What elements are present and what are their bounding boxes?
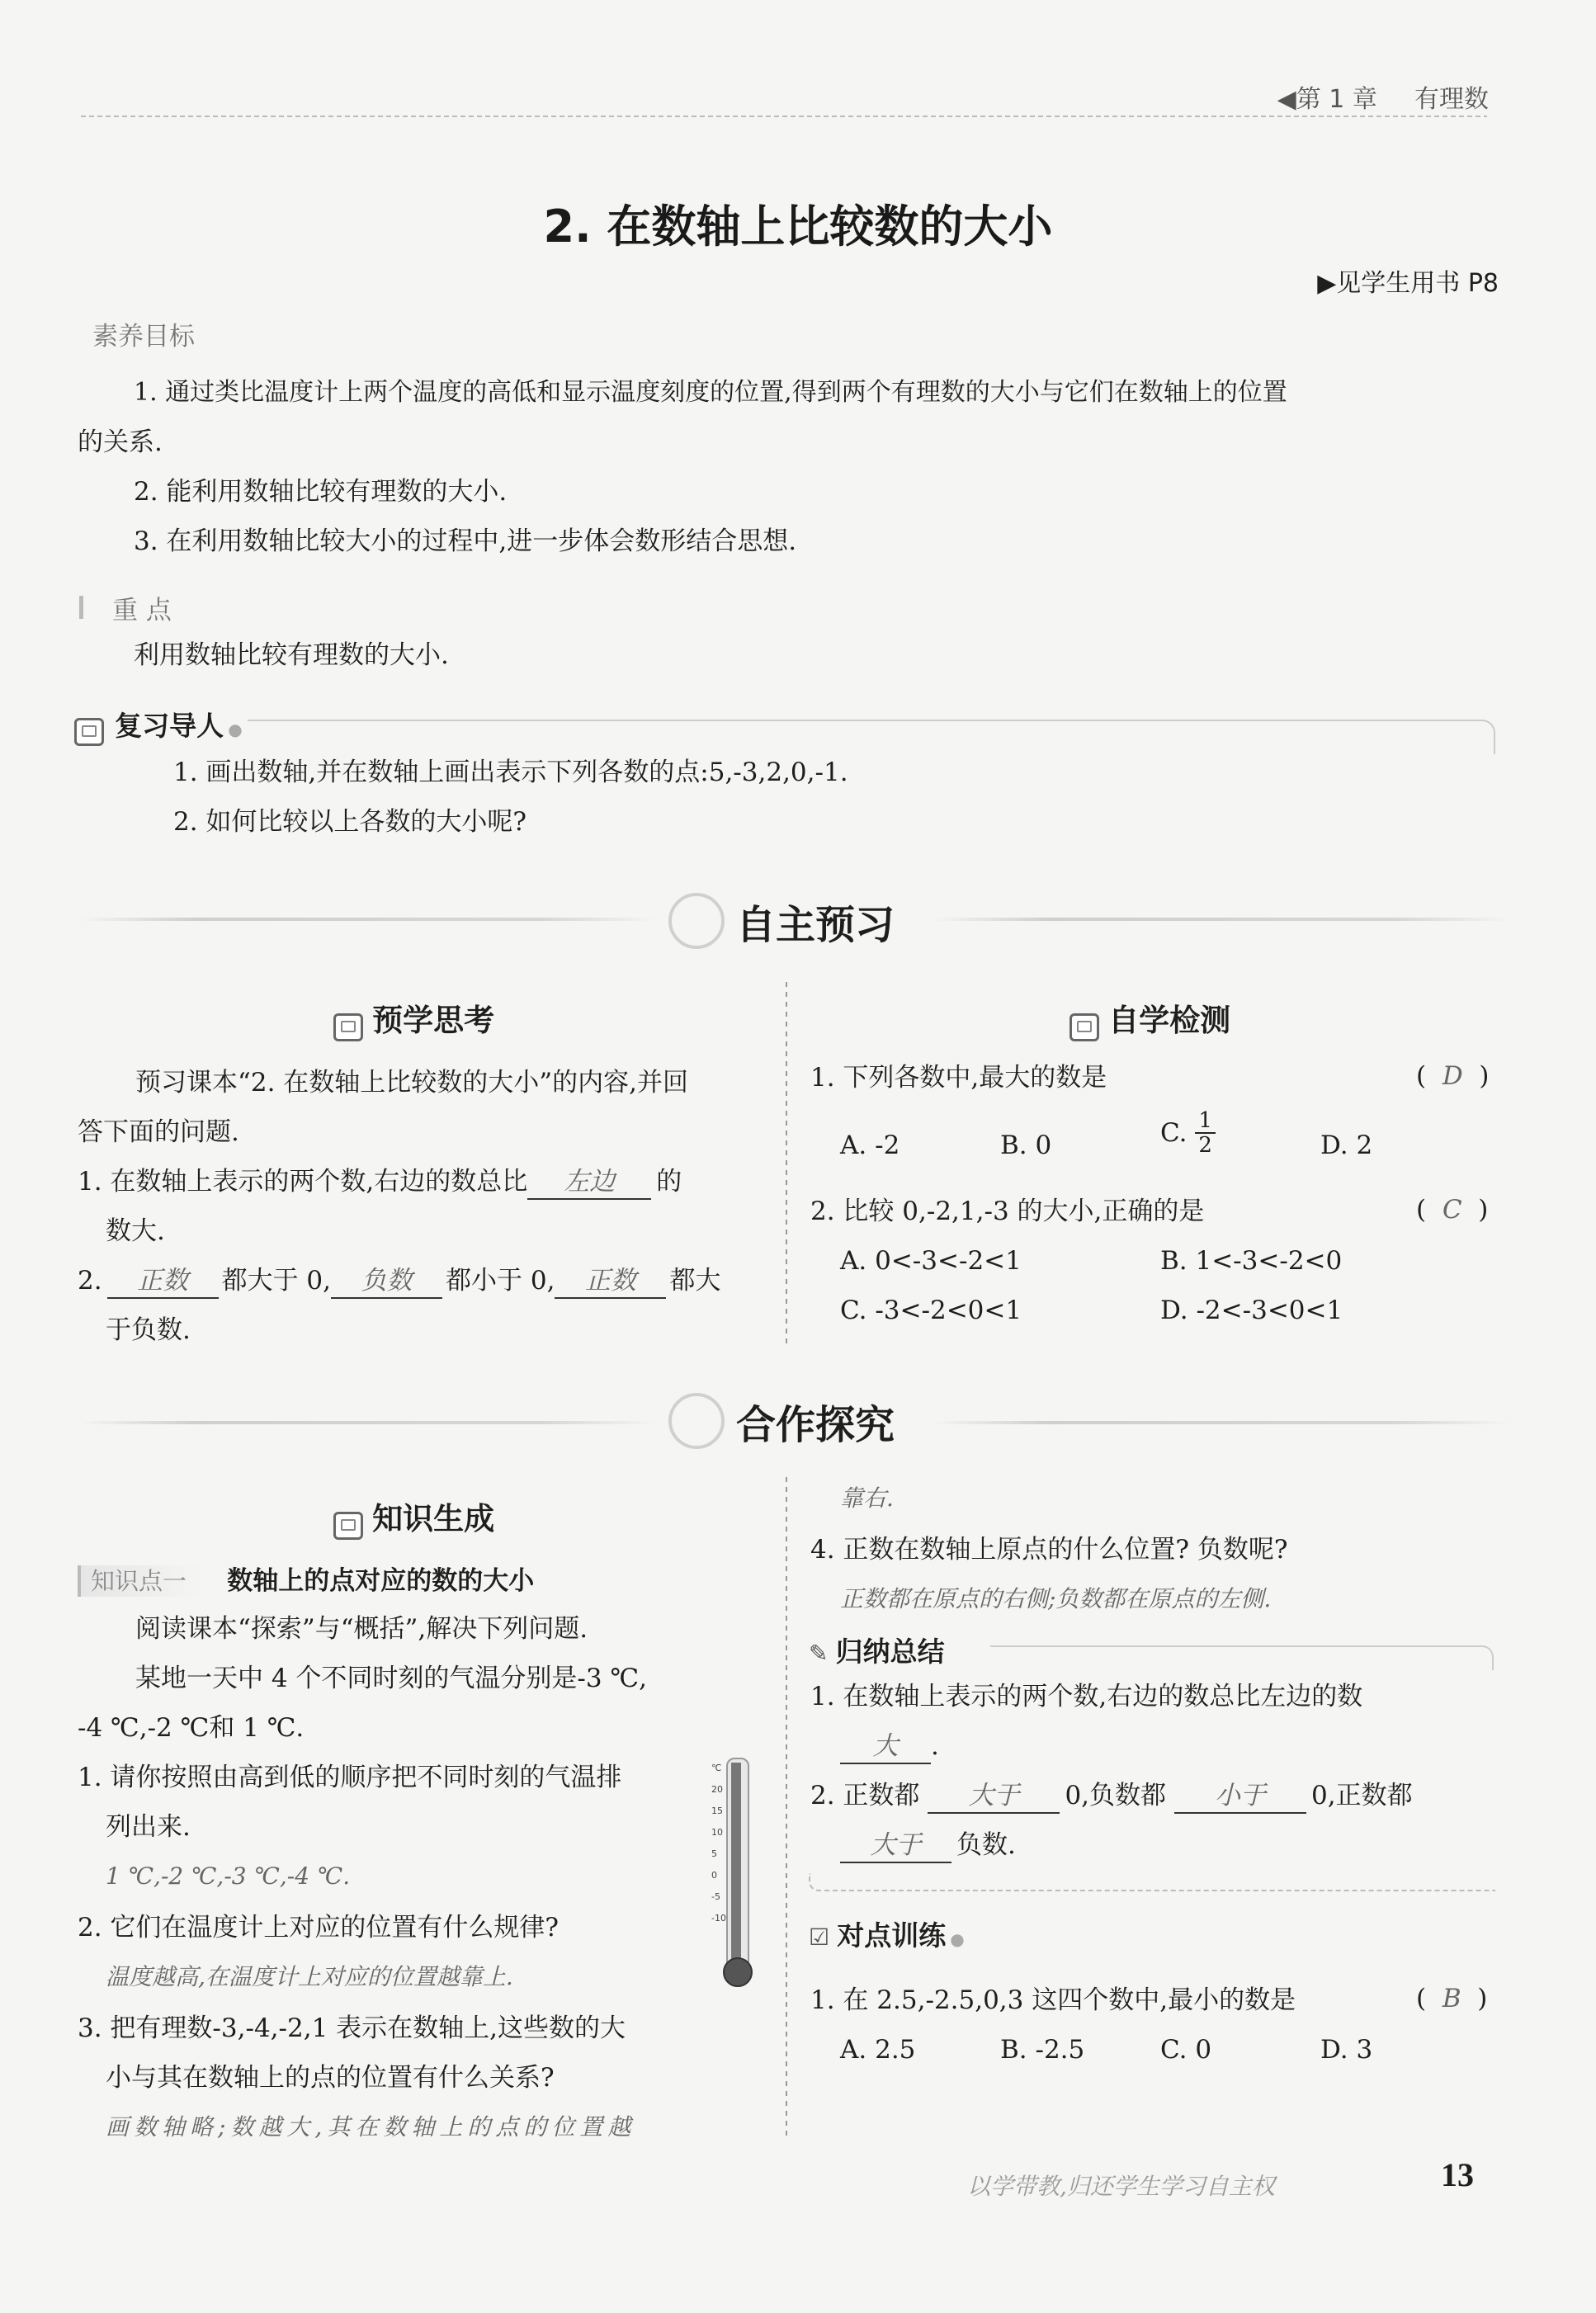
- answer-blank: 正数: [107, 1264, 219, 1299]
- selfcheck-q2-answer: ( C ): [1416, 1195, 1489, 1225]
- prestudy-intro-1: 预习课本“2. 在数轴上比较数的大小”的内容,并回: [135, 1068, 688, 1097]
- review-heading-row: 复习导人 ●: [74, 705, 243, 746]
- selfcheck-q2-opt-a: A. 0<-3<-2<1: [840, 1246, 1022, 1276]
- answer-blank: 负数: [331, 1264, 442, 1299]
- section2-title: 合作探究: [736, 1402, 895, 1448]
- knowledge-heading: 知识生成: [372, 1501, 495, 1536]
- knowledge-q1: 1. 请你按照由高到低的顺序把不同时刻的气温排: [78, 1763, 622, 1792]
- knowledge-q1-cont: 列出来.: [106, 1812, 191, 1842]
- selfcheck-q1: 1. 下列各数中,最大的数是: [810, 1063, 1107, 1093]
- prestudy-q1: 1. 在数轴上表示的两个数,右边的数总比 左边 的: [78, 1165, 682, 1200]
- selfcheck-q2-opt-d: D. -2<-3<0<1: [1160, 1296, 1343, 1325]
- knowledge-q2: 2. 它们在温度计上对应的位置有什么规律?: [78, 1913, 560, 1942]
- summary-1: 1. 在数轴上表示的两个数,右边的数总比左边的数: [810, 1682, 1363, 1711]
- footer-slogan: 以学带教,归还学生学习自主权: [967, 2173, 1275, 2200]
- goal-item-1: 1. 通过类比温度计上两个温度的高低和显示温度刻度的位置,得到两个有理数的大小与它们在数轴上的位置: [134, 378, 1287, 407]
- goal-item-2: 2. 能利用数轴比较有理数的大小.: [134, 477, 508, 507]
- review-icon: [74, 718, 104, 746]
- section-band-left: [79, 1421, 657, 1424]
- review-frame: [248, 720, 1495, 754]
- knowledge-p2: 某地一天中 4 个不同时刻的气温分别是-3 ℃,: [135, 1664, 648, 1693]
- knowledge-q4: 4. 正数在数轴上原点的什么位置? 负数呢?: [810, 1535, 1288, 1565]
- practice-q1-opt-d: D. 3: [1320, 2035, 1373, 2065]
- selfcheck-q1-opt-b: B. 0: [1000, 1131, 1052, 1160]
- summary-2: 2. 正数都 大于 0,负数都 小于 0,正数都: [810, 1779, 1413, 1814]
- practice-q1-answer: ( B ): [1416, 1984, 1488, 2013]
- knowledge-p1: 阅读课本“探索”与“概括”,解决下列问题.: [135, 1614, 588, 1644]
- summary-1-cont: 大 .: [840, 1730, 939, 1764]
- summary-frame-bottom: [809, 1873, 1495, 1891]
- section1-title: 自主预习: [736, 902, 895, 948]
- page-number: 13: [1441, 2156, 1474, 2193]
- triangle-right-icon: ▶: [1317, 269, 1337, 298]
- knowledge-tag-label: 知识点一: [78, 1565, 203, 1597]
- prestudy-intro-2: 答下面的问题.: [78, 1117, 239, 1147]
- prestudy-q2-cont: 于负数.: [106, 1315, 191, 1345]
- knowledge-tag: [78, 1560, 534, 1597]
- goals-heading: 素养目标: [92, 322, 195, 352]
- knowledge-q3-cont: 小与其在数轴上的点的位置有什么关系?: [106, 2063, 555, 2093]
- pen-icon: ✎: [809, 1640, 829, 1667]
- practice-heading: 对点训练: [837, 1919, 947, 1952]
- selfcheck-icon: [1070, 1013, 1099, 1041]
- key-point-heading: 重 点: [112, 596, 172, 625]
- prestudy-q1-cont: 数大.: [106, 1216, 165, 1246]
- summary-heading-row: [809, 1631, 945, 1669]
- knowledge-tag-title: 数轴上的点对应的数的大小: [227, 1566, 535, 1596]
- goal-item-1-cont: 的关系.: [78, 427, 163, 457]
- column-divider-2: [786, 1477, 787, 2137]
- section-band-left: [79, 918, 657, 921]
- knowledge-q1-answer: 1 ℃,-2 ℃,-3 ℃,-4 ℃.: [106, 1862, 351, 1890]
- summary-2-cont: 大于 负数.: [840, 1829, 1016, 1863]
- review-item-2: 2. 如何比较以上各数的大小呢?: [173, 807, 527, 837]
- chapter-label: ◀第 1 章: [1277, 85, 1377, 114]
- answer-blank: 左边: [527, 1165, 651, 1200]
- practice-q1-opt-b: B. -2.5: [1000, 2035, 1085, 2065]
- chapter-header: [1277, 78, 1489, 115]
- selfcheck-q1-opt-a: A. -2: [840, 1131, 900, 1160]
- summary-heading: 归纳总结: [835, 1636, 945, 1668]
- selfcheck-heading: 自学检测: [1108, 1003, 1231, 1038]
- key-point-text: 利用数轴比较有理数的大小.: [134, 640, 449, 670]
- practice-heading-row: ☑ 对点训练 ●: [809, 1919, 965, 1952]
- summary-frame: [990, 1645, 1494, 1670]
- goal-item-3: 3. 在利用数轴比较大小的过程中,进一步体会数形结合思想.: [134, 526, 797, 556]
- section-band-right: [933, 1421, 1510, 1424]
- prestudy-heading-row: [333, 995, 494, 1041]
- selfcheck-q1-opt-d: D. 2: [1320, 1131, 1373, 1160]
- chapter-name: 有理数: [1414, 85, 1489, 114]
- answer-blank: 大于: [928, 1779, 1060, 1814]
- pencil-box-icon: ☑: [809, 1924, 830, 1951]
- key-point-bar: [79, 596, 83, 619]
- section-band-right: [933, 918, 1510, 921]
- selfcheck-q2-opt-b: B. 1<-3<-2<0: [1160, 1246, 1343, 1276]
- selfcheck-q2: 2. 比较 0,-2,1,-3 的大小,正确的是: [810, 1197, 1205, 1226]
- selfcheck-q1-opt-c: C. $\frac{1}{2}$: [1160, 1109, 1216, 1157]
- knowledge-heading-row: [333, 1494, 494, 1540]
- knowledge-icon: [333, 1512, 363, 1540]
- thermometer-image: ℃ 20 15 10 5 0 -5 -10: [711, 1751, 761, 1990]
- prestudy-heading: 预学思考: [372, 1003, 495, 1038]
- answer-blank: 正数: [555, 1264, 666, 1299]
- page-title: 2. 在数轴上比较数的大小: [543, 201, 1053, 253]
- knowledge-q3-answer-cont: 靠右.: [840, 1485, 894, 1512]
- column-divider-1: [786, 982, 787, 1345]
- selfcheck-q2-opt-c: C. -3<-2<0<1: [840, 1296, 1022, 1325]
- review-heading: 复习导人: [115, 710, 224, 742]
- answer-blank: 小于: [1174, 1779, 1306, 1814]
- section2-emblem-icon: [668, 1393, 725, 1449]
- prestudy-q2: 2. 正数 都大于 0, 负数 都小于 0, 正数 都大: [78, 1264, 720, 1299]
- practice-q1-opt-c: C. 0: [1160, 2035, 1212, 2065]
- knowledge-p2-cont: -4 ℃,-2 ℃和 1 ℃.: [78, 1713, 305, 1743]
- selfcheck-q1-answer: ( D ): [1416, 1061, 1490, 1091]
- prestudy-icon: [333, 1013, 363, 1041]
- knowledge-q2-answer: 温度越高,在温度计上对应的位置越靠上.: [106, 1963, 513, 1990]
- knowledge-q3: 3. 把有理数-3,-4,-2,1 表示在数轴上,这些数的大: [78, 2013, 626, 2043]
- answer-blank: 大: [840, 1730, 931, 1764]
- fraction: $\frac{1}{2}$: [1195, 1109, 1216, 1157]
- knowledge-q3-answer: 画数轴略;数越大,其在数轴上的点的位置越: [106, 2113, 636, 2141]
- reference-note: ▶见学生用书 P8: [1317, 269, 1499, 298]
- selfcheck-heading-row: [1070, 995, 1230, 1041]
- knowledge-q4-answer: 正数都在原点的右侧;负数都在原点的左侧.: [840, 1585, 1272, 1612]
- review-item-1: 1. 画出数轴,并在数轴上画出表示下列各数的点:5,-3,2,0,-1.: [173, 758, 848, 787]
- answer-blank: 大于: [840, 1829, 951, 1863]
- practice-q1: 1. 在 2.5,-2.5,0,3 这四个数中,最小的数是: [810, 1985, 1296, 2015]
- header-rule: [81, 116, 1487, 117]
- section1-emblem-icon: [668, 893, 725, 949]
- practice-q1-opt-a: A. 2.5: [840, 2035, 916, 2065]
